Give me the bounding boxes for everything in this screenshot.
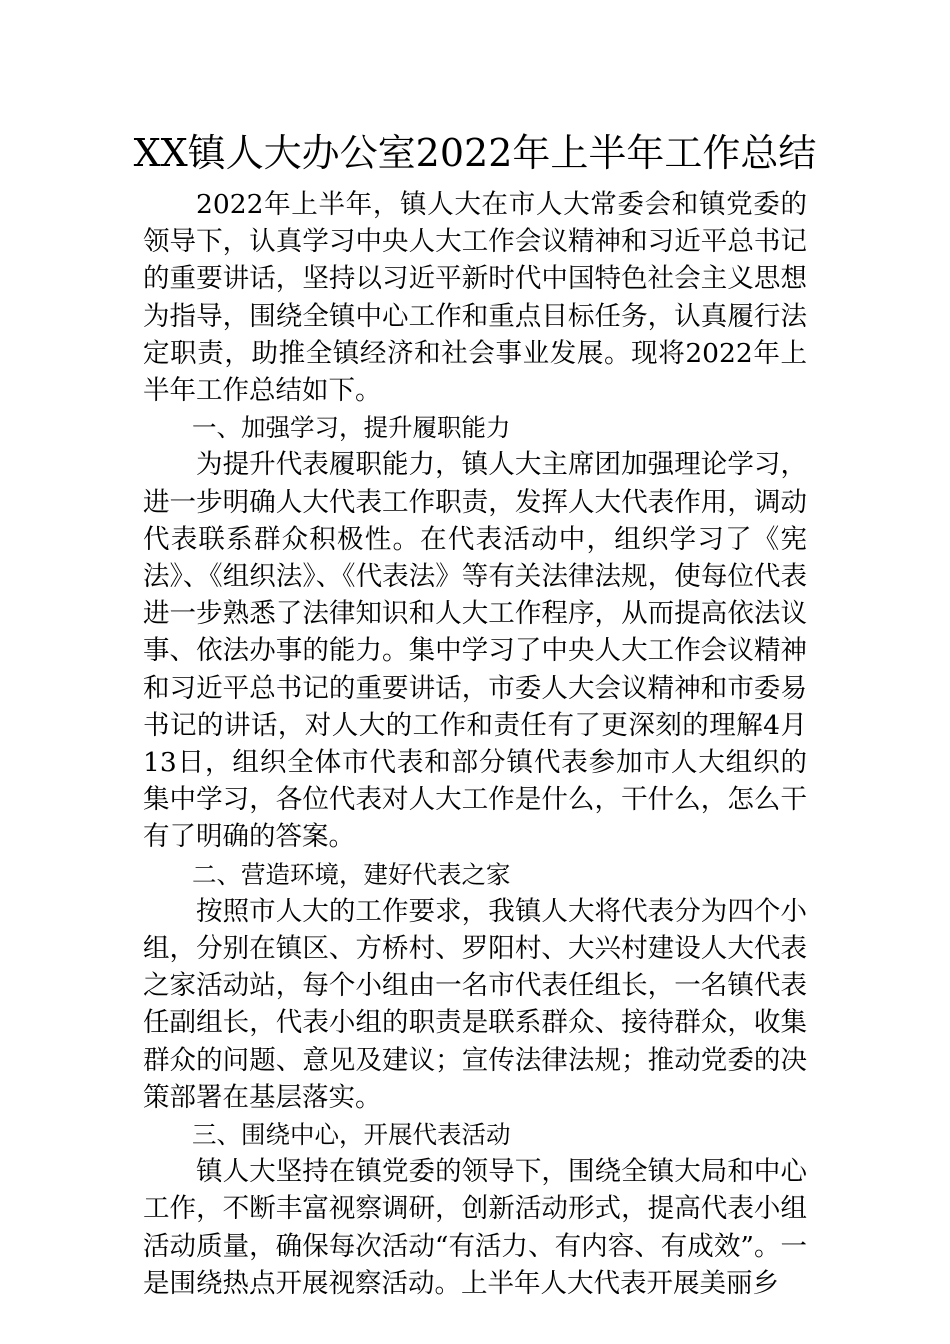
section-body-1: 为提升代表履职能力，镇人大主席团加强理论学习，进一步明确人大代表工作职责，发挥人大代表作用，调动代表联系群众积极性。在代表活动中，组织学习了《宪法》、《组织法》、《代表法》等有关法律法规，使每位代表进一步熟悉了法律知识和人大工作程序，从而提高依法议事、依法办事的能力。集中学习了中央人大工作会议精神和习近平总书记的重要讲话，市委人大会议精神和市委易书记的讲话，对人大的工作和责任有了更深刻的理解4月13日，组织全体市代表和部分镇代表参加市人大组织的集中学习，各位代表对人大工作是什么，干什么，怎么干有了明确的答案。	[143, 449, 807, 853]
intro-paragraph: 2022年上半年，镇人大在市人大常委会和镇党委的领导下，认真学习中央人大工作会议精神和习近平总书记的重要讲话，坚持以习近平新时代中国特色社会主义思想为指导，围绕全镇中心工作和重点目标任务，认真履行法定职责，助推全镇经济和社会事业发展。现将2022年上半年工作总结如下。	[143, 189, 807, 407]
document-title: XX镇人大办公室2022年上半年工作总结	[133, 131, 817, 175]
section-heading-2: 二、营造环境，建好代表之家	[192, 859, 511, 889]
section-body-3: 镇人大坚持在镇党委的领导下，围绕全镇大局和中心工作，不断丰富视察调研，创新活动形式，提高代表小组活动质量，确保每次活动“有活力、有内容、有成效”。一是围绕热点开展视察活动。上半年人大代表开展美丽乡	[143, 1156, 807, 1299]
section-heading-1: 一、加强学习，提升履职能力	[192, 413, 511, 443]
document-body	[143, 186, 807, 1302]
section-heading-3: 三、围绕中心，开展代表活动	[192, 1120, 511, 1150]
section-body-2: 按照市人大的工作要求，我镇人大将代表分为四个小组，分别在镇区、方桥村、罗阳村、大兴村建设人大代表之家活动站，每个小组由一名市代表任组长，一名镇代表任副组长，代表小组的职责是联系群众、接待群众，收集群众的问题、意见及建议；宣传法律法规；推动党委的决策部署在基层落实。	[143, 895, 807, 1113]
